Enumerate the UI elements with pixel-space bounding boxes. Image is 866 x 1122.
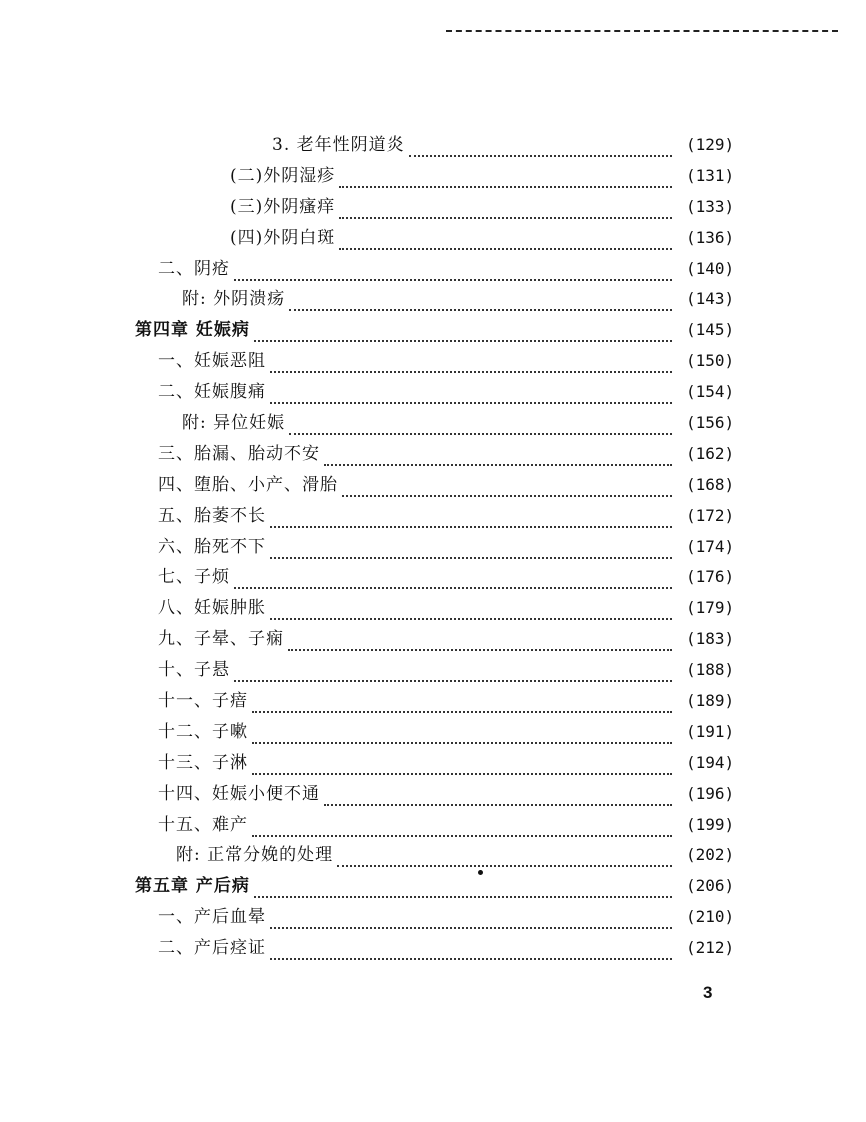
toc-row bbox=[0, 841, 866, 872]
toc-row bbox=[0, 903, 866, 934]
toc-leader-dots bbox=[254, 878, 672, 898]
toc-page-number: (206) bbox=[686, 876, 735, 896]
toc-leader-area bbox=[270, 535, 672, 559]
toc-page-number: (191) bbox=[686, 721, 735, 741]
toc-row bbox=[0, 811, 866, 842]
toc-leader-dots bbox=[270, 909, 672, 929]
toc-leader-dots bbox=[234, 261, 672, 281]
toc-row bbox=[0, 131, 866, 162]
toc-leader-dots bbox=[270, 539, 672, 559]
toc-row bbox=[0, 409, 866, 440]
toc-row bbox=[0, 502, 866, 533]
toc-entry-title: 四、堕胎、小产、滑胎 bbox=[158, 474, 338, 495]
toc-entry-title: 一、产后血晕 bbox=[158, 907, 266, 928]
toc-page-number: (183) bbox=[686, 629, 735, 649]
toc-row bbox=[0, 563, 866, 594]
toc-page-number: (210) bbox=[686, 907, 735, 927]
toc-leader-area bbox=[289, 411, 672, 435]
toc-row bbox=[0, 656, 866, 687]
toc-page-number: (199) bbox=[686, 814, 735, 834]
toc-page-number: (176) bbox=[686, 567, 735, 587]
toc-entry-title: 一、妊娠恶阻 bbox=[158, 351, 266, 372]
toc-page-number: (140) bbox=[686, 258, 735, 278]
toc-leader-dots bbox=[409, 137, 672, 157]
toc-chapter-row bbox=[0, 316, 866, 347]
toc-leader-area bbox=[234, 257, 672, 281]
toc-entry-title: 附: 异位妊娠 bbox=[182, 413, 286, 434]
toc-entry-title: (三)外阴瘙痒 bbox=[230, 196, 336, 217]
toc-row bbox=[0, 440, 866, 471]
toc-leader-area bbox=[254, 318, 672, 342]
toc-entry-title: 十一、子瘖 bbox=[158, 691, 248, 712]
toc-row bbox=[0, 255, 866, 286]
toc-entry-title: 三、胎漏、胎动不安 bbox=[158, 443, 320, 464]
toc-row bbox=[0, 533, 866, 564]
toc-entry-title: 十四、妊娠小便不通 bbox=[158, 783, 320, 804]
toc-leader-area bbox=[270, 504, 672, 528]
toc-row bbox=[0, 347, 866, 378]
toc-leader-dots bbox=[252, 755, 672, 775]
toc-page-number: (150) bbox=[686, 351, 735, 371]
toc-entry-title: 第五章 产后病 bbox=[135, 876, 250, 897]
toc-entry-title: 附: 正常分娩的处理 bbox=[176, 845, 334, 866]
toc-leader-dots bbox=[337, 847, 672, 867]
toc-page-number: (194) bbox=[686, 752, 735, 772]
toc-page-number: (196) bbox=[686, 783, 735, 803]
toc-leader-area bbox=[339, 195, 672, 219]
toc-entry-title: 十二、子嗽 bbox=[158, 721, 248, 742]
toc-entry-title: 九、子晕、子痫 bbox=[158, 629, 284, 650]
toc-leader-area bbox=[252, 689, 672, 713]
toc-entry-title: 二、阴疮 bbox=[158, 258, 230, 279]
toc-row bbox=[0, 625, 866, 656]
toc-leader-area bbox=[342, 473, 672, 497]
toc-leader-dots bbox=[324, 786, 672, 806]
toc-leader-area bbox=[252, 751, 672, 775]
toc-row bbox=[0, 193, 866, 224]
toc-leader-dots bbox=[252, 817, 672, 837]
toc-entry-title: (二)外阴湿疹 bbox=[230, 165, 336, 186]
toc-leader-dots bbox=[270, 353, 672, 373]
toc-leader-dots bbox=[342, 477, 672, 497]
toc-page-number: (202) bbox=[686, 845, 735, 865]
toc-leader-dots bbox=[252, 693, 672, 713]
toc-leader-area bbox=[270, 349, 672, 373]
table-of-contents bbox=[0, 131, 866, 965]
toc-page-number: (133) bbox=[686, 196, 735, 216]
toc-leader-area bbox=[289, 287, 672, 311]
toc-page-number: (154) bbox=[686, 382, 735, 402]
toc-page-number: (156) bbox=[686, 413, 735, 433]
toc-row bbox=[0, 594, 866, 625]
toc-leader-area bbox=[252, 720, 672, 744]
toc-leader-dots bbox=[339, 199, 672, 219]
toc-row bbox=[0, 687, 866, 718]
toc-row bbox=[0, 378, 866, 409]
toc-leader-area bbox=[234, 565, 672, 589]
top-dashed-rule bbox=[446, 30, 838, 32]
toc-page-number: (162) bbox=[686, 443, 735, 463]
toc-entry-title: 七、子烦 bbox=[158, 567, 230, 588]
toc-leader-dots bbox=[254, 322, 672, 342]
toc-leader-area bbox=[270, 380, 672, 404]
toc-leader-area bbox=[270, 936, 672, 960]
toc-leader-dots bbox=[270, 940, 672, 960]
toc-entry-title: 十三、子淋 bbox=[158, 752, 248, 773]
toc-row bbox=[0, 780, 866, 811]
toc-entry-title: 第四章 妊娠病 bbox=[135, 320, 250, 341]
toc-leader-area bbox=[324, 782, 672, 806]
toc-page-number: (129) bbox=[686, 135, 735, 154]
toc-leader-dots bbox=[288, 631, 672, 651]
toc-leader-dots bbox=[270, 384, 672, 404]
toc-leader-area bbox=[339, 164, 672, 188]
toc-entry-title: 十、子悬 bbox=[158, 660, 230, 681]
toc-page-number: (189) bbox=[686, 691, 735, 711]
toc-row bbox=[0, 285, 866, 316]
toc-page-number: (136) bbox=[686, 227, 735, 247]
toc-row bbox=[0, 749, 866, 780]
toc-leader-dots bbox=[270, 600, 672, 620]
toc-entry-title: 十五、难产 bbox=[158, 814, 248, 835]
toc-leader-area bbox=[234, 658, 672, 682]
toc-leader-dots bbox=[234, 569, 672, 589]
toc-leader-dots bbox=[289, 291, 672, 311]
toc-leader-dots bbox=[234, 662, 672, 682]
toc-page-number: (179) bbox=[686, 598, 735, 618]
toc-page-number: (145) bbox=[686, 320, 735, 340]
toc-entry-title: 二、妊娠腹痛 bbox=[158, 382, 266, 403]
toc-row bbox=[0, 471, 866, 502]
toc-entry-title: 附: 外阴溃疡 bbox=[182, 289, 286, 310]
toc-leader-area bbox=[254, 874, 672, 898]
toc-leader-dots bbox=[339, 168, 672, 188]
page-folio: 3 bbox=[703, 983, 713, 1002]
toc-page-number: (168) bbox=[686, 474, 735, 494]
toc-chapter-row bbox=[0, 872, 866, 903]
toc-leader-area bbox=[337, 843, 672, 867]
toc-row bbox=[0, 224, 866, 255]
toc-page-number: (188) bbox=[686, 660, 735, 680]
toc-row bbox=[0, 718, 866, 749]
toc-leader-dots bbox=[324, 446, 672, 466]
toc-entry-title: 八、妊娠肿胀 bbox=[158, 598, 266, 619]
toc-leader-area bbox=[270, 596, 672, 620]
toc-page-number: (172) bbox=[686, 505, 735, 525]
toc-row bbox=[0, 162, 866, 193]
scan-speck bbox=[478, 870, 483, 875]
toc-leader-area bbox=[409, 133, 672, 157]
toc-entry-title: 五、胎萎不长 bbox=[158, 505, 266, 526]
toc-leader-area bbox=[252, 813, 672, 837]
toc-page-number: (143) bbox=[686, 289, 735, 309]
toc-leader-area bbox=[324, 442, 672, 466]
toc-leader-area bbox=[270, 905, 672, 929]
toc-entry-title: 六、胎死不下 bbox=[158, 536, 266, 557]
toc-entry-title: (四)外阴白斑 bbox=[230, 227, 336, 248]
toc-leader-dots bbox=[270, 508, 672, 528]
toc-page-number: (174) bbox=[686, 536, 735, 556]
toc-leader-area bbox=[288, 627, 672, 651]
toc-entry-title: 3. 老年性阴道炎 bbox=[272, 135, 405, 155]
toc-entry-title: 二、产后痉证 bbox=[158, 938, 266, 959]
toc-leader-area bbox=[339, 226, 672, 250]
toc-page-number: (131) bbox=[686, 165, 735, 185]
toc-page-number: (212) bbox=[686, 938, 735, 958]
toc-leader-dots bbox=[289, 415, 672, 435]
toc-leader-dots bbox=[252, 724, 672, 744]
toc-row bbox=[0, 934, 866, 965]
toc-leader-dots bbox=[339, 230, 672, 250]
